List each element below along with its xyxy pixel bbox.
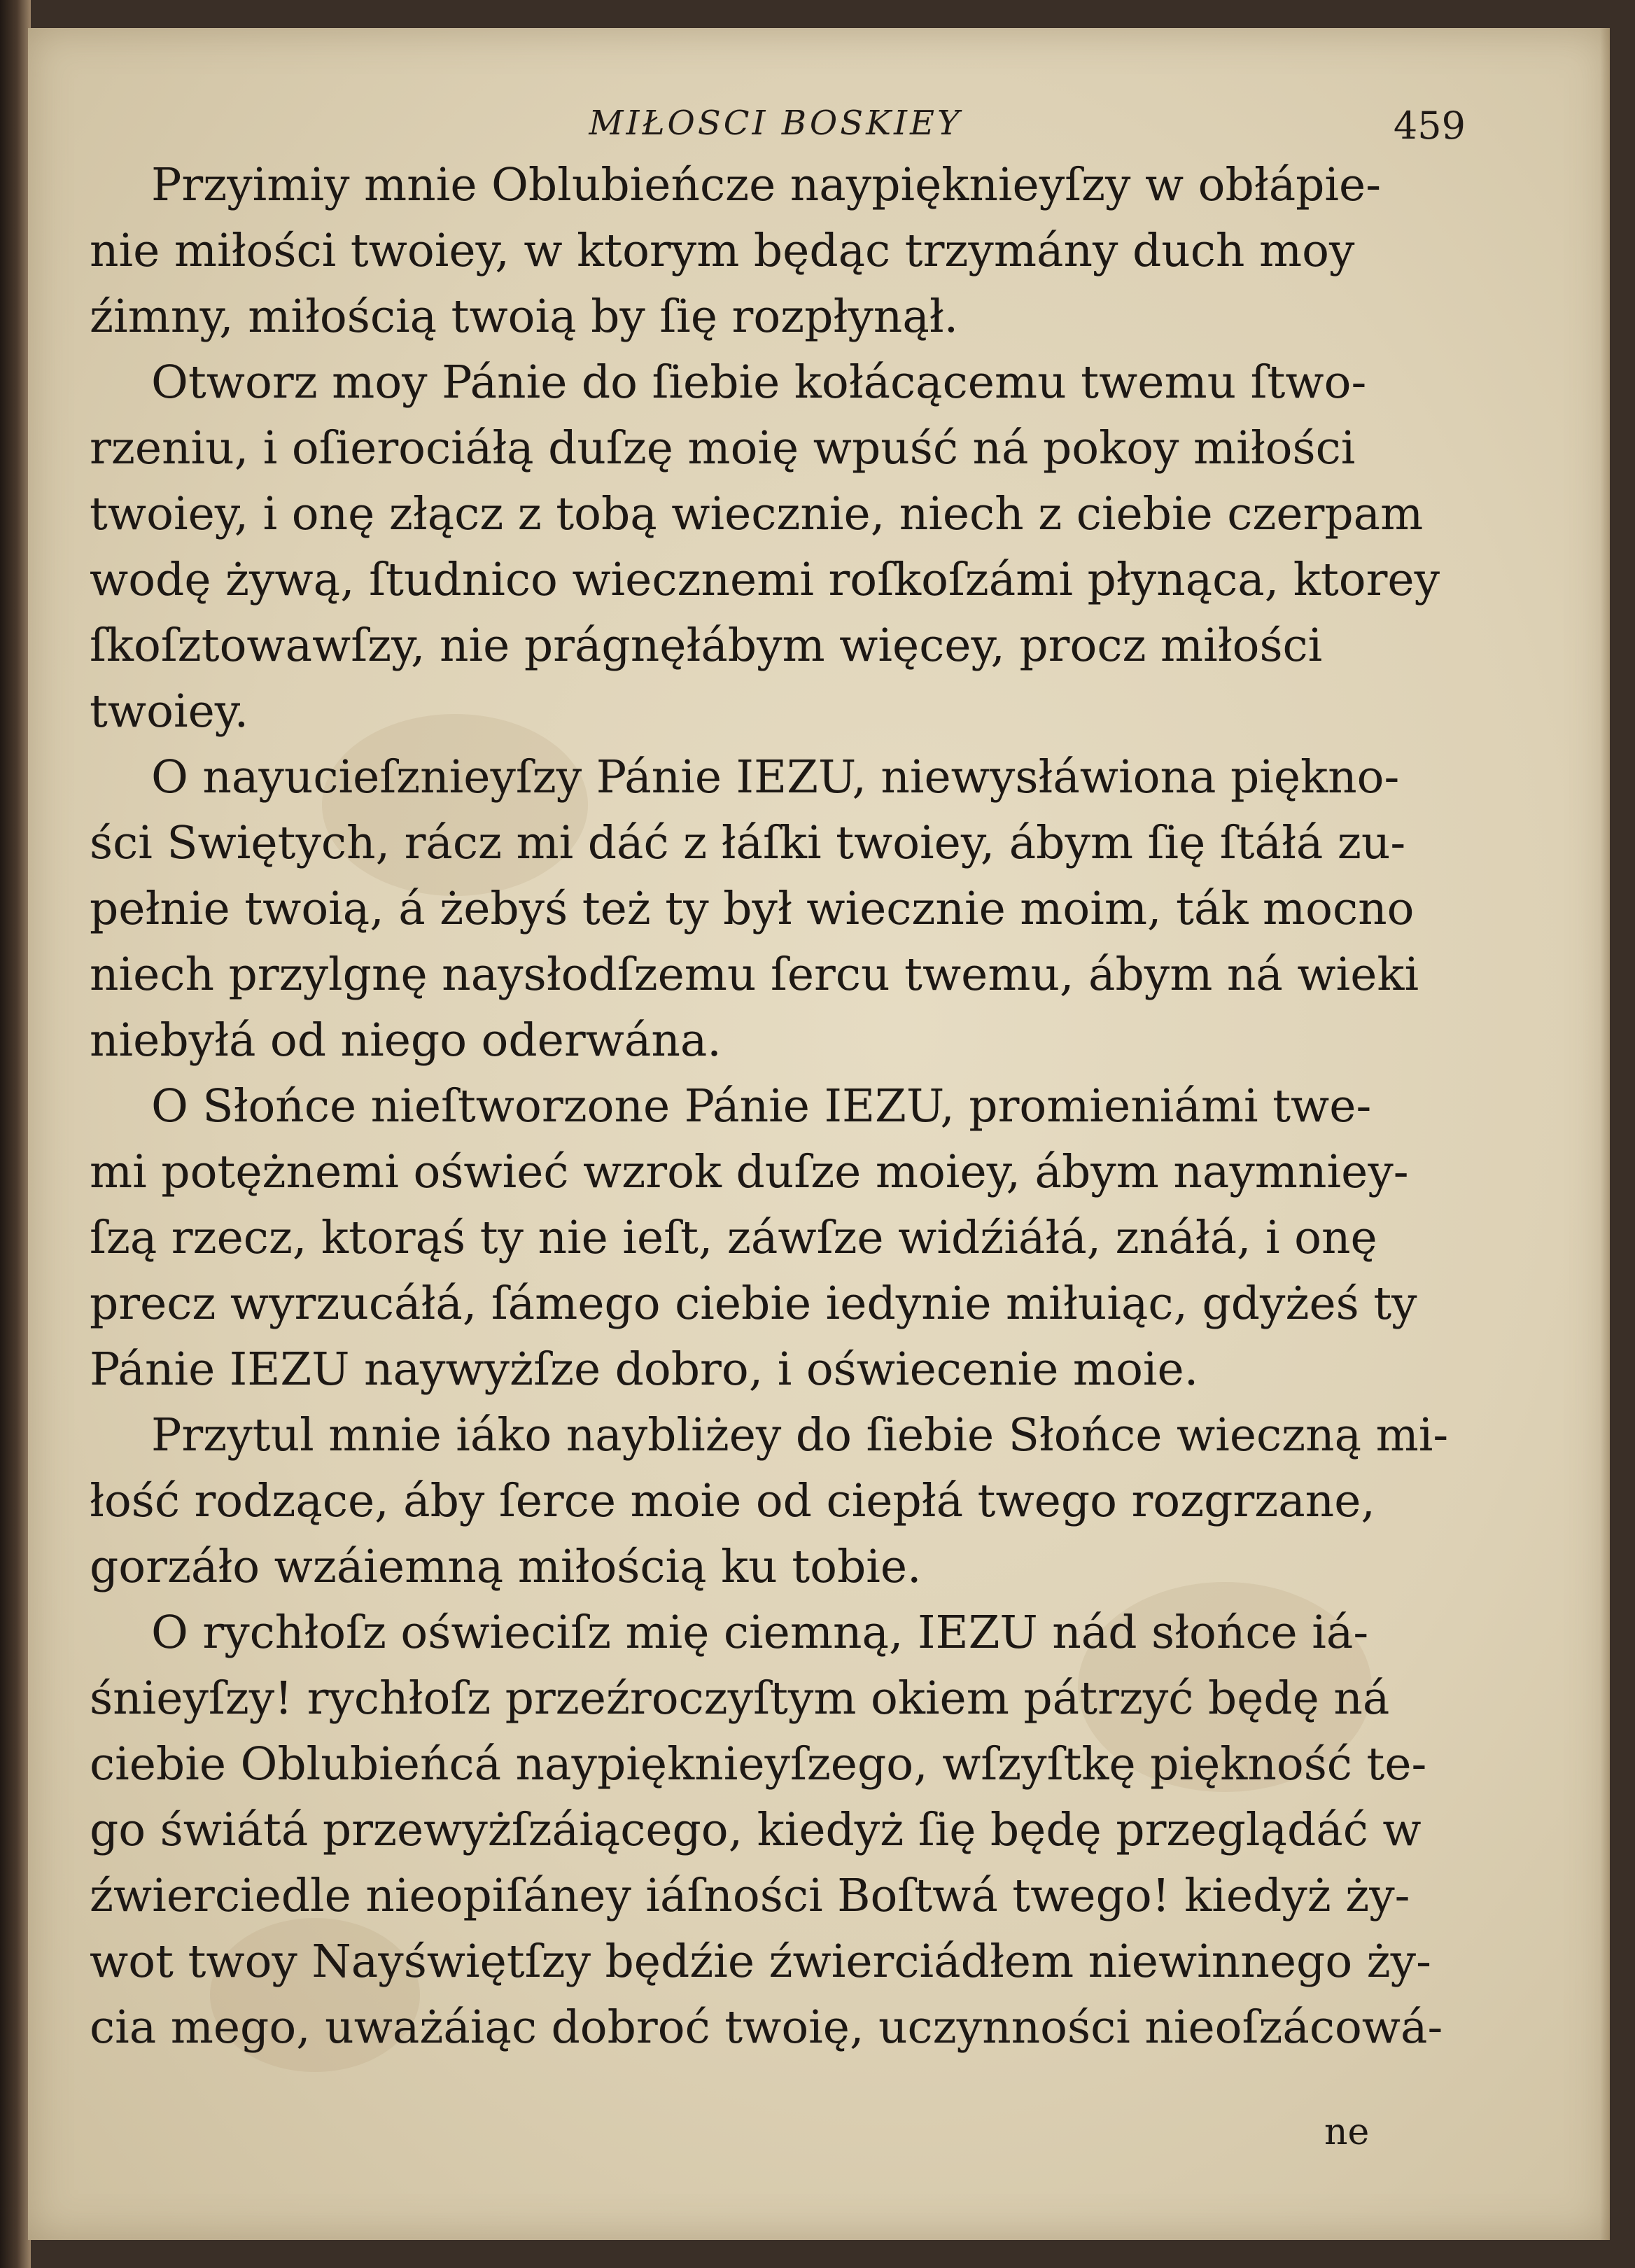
paragraph	[90, 1074, 1461, 1403]
running-head	[90, 104, 1466, 153]
page-number: 459	[1393, 104, 1466, 148]
running-head-title: MIŁOSCI BOSKIEY	[589, 104, 962, 143]
text-line: ści Swiętych, rácz mi dáć z łáſki twoiey, ábym ſię ſtáłá zu-	[90, 817, 1406, 869]
text-line: pełnie twoią, á żebyś też ty był wiecznie moim, ták mocno	[90, 883, 1415, 935]
text-line: gorzáło wzáiemną miłością ku tobie.	[90, 1541, 922, 1593]
paragraph	[90, 1600, 1461, 2061]
text-line: cia mego, uważáiąc dobroć twoię, uczynności nieoſzácowá-	[90, 2001, 1443, 2054]
paragraph	[90, 1403, 1461, 1600]
text-line: łość rodzące, áby ſerce moie od ciepłá twego rozgrzane,	[90, 1475, 1375, 1527]
paragraph	[90, 153, 1461, 350]
text-line: ſkoſztowawſzy, nie prágnęłábym więcey, procz miłości	[90, 620, 1323, 672]
text-line: Przytul mnie iáko naybliżey do ſiebie Słońce wieczną mi-	[151, 1409, 1449, 1462]
text-line: O Słońce nieſtworzone Pánie IEZU, promieniámi twe-	[151, 1080, 1372, 1133]
text-line: Przyimiy mnie Oblubieńcze naypięknieyſzy w obłápie-	[151, 159, 1382, 211]
text-line: źwierciedle nieopiſáney iáſności Boſtwá twego! kiedyż ży-	[90, 1870, 1410, 1922]
text-line: O rychłoſz oświeciſz mię ciemną, IEZU nád słońce iá-	[151, 1606, 1369, 1659]
text-line: Otworz moy Pánie do ſiebie kołácącemu twemu ſtwo-	[151, 356, 1367, 409]
text-line: rzeniu, i oſierociáłą duſzę moię wpuść ná pokoy miłości	[90, 422, 1356, 475]
text-line: precz wyrzucáłá, ſámego ciebie iedynie miłuiąc, gdyżeś ty	[90, 1278, 1417, 1330]
text-line: wodę żywą, ſtudnico wiecznemi roſkoſzámi płynąca, ktorey	[90, 554, 1440, 606]
catchword: ne	[1324, 2111, 1370, 2153]
text-line: wot twoy Nayświętſzy będźie źwierciádłem niewinnego ży-	[90, 1935, 1431, 1988]
text-line: ſzą rzecz, ktorąś ty nie ieſt, záwſze widźiáłá, znáłá, i onę	[90, 1212, 1377, 1264]
text-line: niech przylgnę naysłodſzemu ſercu twemu, ábym ná wieki	[90, 948, 1419, 1001]
text-line: twoiey.	[90, 685, 249, 738]
text-line: mi potężnemi oświeć wzrok duſze moiey, ábym naymniey-	[90, 1146, 1409, 1198]
text-line: śnieyſzy! rychłoſz przeźroczyſtym okiem pátrzyć będę ná	[90, 1672, 1390, 1725]
page-text-block	[90, 104, 1466, 2061]
text-line: niebyłá od niego oderwána.	[90, 1014, 722, 1067]
book-binding-edge	[0, 0, 31, 2268]
text-line: twoiey, i onę złącz z tobą wiecznie, niech z ciebie czerpam	[90, 488, 1424, 540]
text-line: nie miłości twoiey, w ktorym będąc trzymány duch moy	[90, 225, 1355, 277]
text-line: O nayucieſznieyſzy Pánie IEZU, niewysłáwiona piękno-	[151, 751, 1400, 804]
text-line: Pánie IEZU naywyżſze dobro, i oświecenie moie.	[90, 1343, 1199, 1396]
text-line: ciebie Oblubieńcá naypięknieyſzego, wſzyſtkę piękność te-	[90, 1738, 1427, 1791]
paragraph	[90, 350, 1461, 745]
page-edge-shadow	[1600, 28, 1610, 2240]
book-page	[28, 28, 1610, 2240]
text-line: go świátá przewyżſzáiącego, kiedyż ſię będę przeglądáć w	[90, 1804, 1422, 1856]
text-line: źimny, miłością twoią by ſię rozpłynął.	[90, 290, 959, 343]
paragraph	[90, 745, 1461, 1074]
